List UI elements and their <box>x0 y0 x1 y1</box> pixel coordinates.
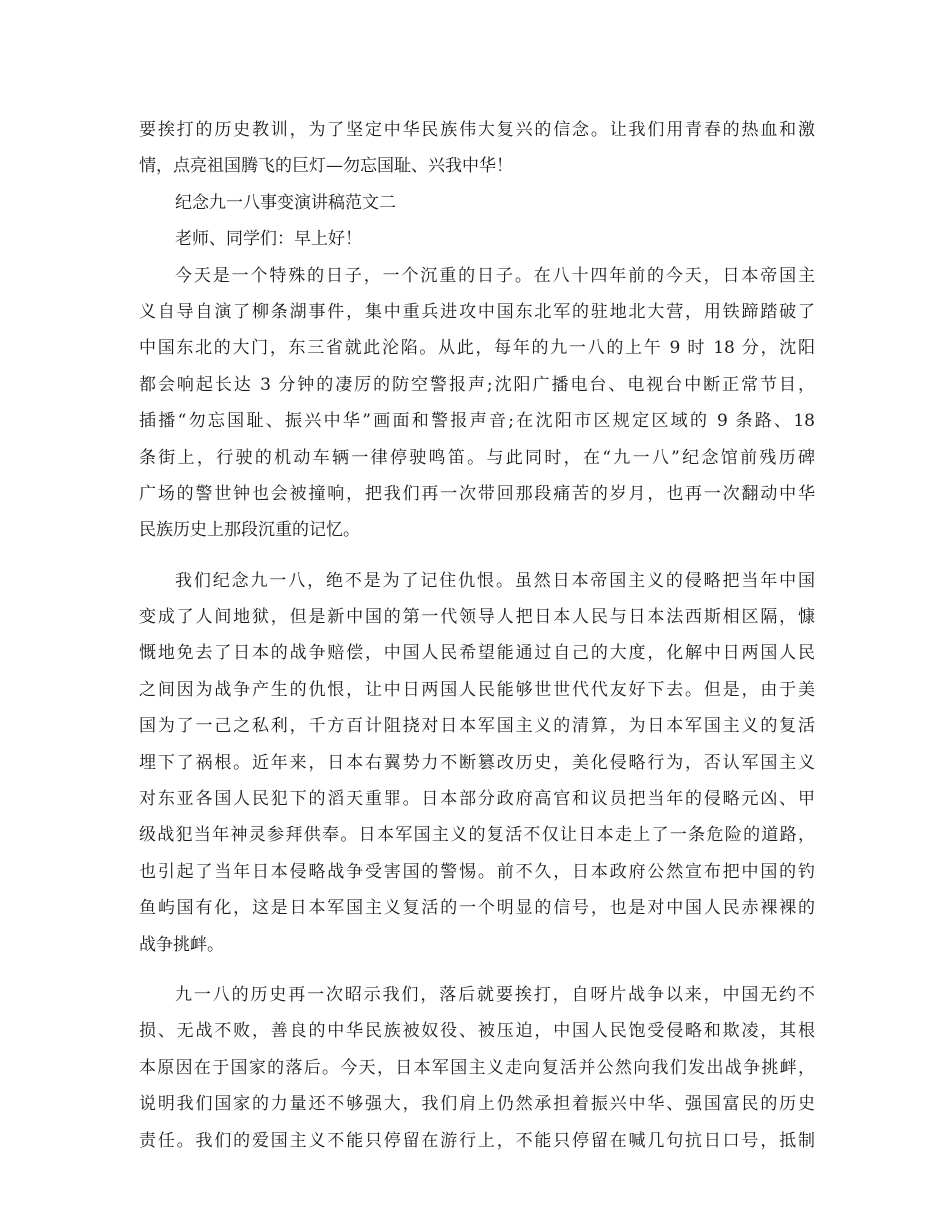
text-line: 要挨打的历史教训，为了坚定中华民族伟大复兴的信念。让我们用青春的热血和激 <box>139 120 815 140</box>
text-line: 战争挑衅。 <box>139 934 224 955</box>
text-line: 鱼屿国有化，这是日本军国主义复活的一个明显的信号，也是对中国人民赤裸裸的 <box>139 898 815 919</box>
text-line: 九一八的历史再一次昭示我们，落后就要挨打，自呀片战争以来，中国无约不 <box>175 984 815 1005</box>
text-line: 埋下了祸根。近年来，日本右翼势力不断篡改历史，美化侵略行为，否认军国主义 <box>139 752 815 773</box>
text-line: 我们纪念九一八，绝不是为了记住仇恨。虽然日本帝国主义的侵略把当年中国 <box>175 570 815 591</box>
text-line: 纪念九一八事变演讲稿范文二 <box>175 192 396 213</box>
text-line: 今天是一个特殊的日子，一个沉重的日子。在八十四年前的今天，日本帝国主 <box>175 265 815 286</box>
text-line: 情，点亮祖国腾飞的巨灯—勿忘国耻、兴我中华！ <box>139 156 513 177</box>
text-line: 责任。我们的爱国主义不能只停留在游行上，不能只停留在喊几句抗日口号，抵制 <box>139 1130 815 1151</box>
text-line: 插播“勿忘国耻、振兴中华”画面和警报声音;在沈阳市区规定区域的 9 条路、18 <box>139 411 815 432</box>
document-page <box>139 112 815 1159</box>
text-line: 都会响起长达 3 分钟的凄厉的防空警报声;沈阳广播电台、电视台中断正常节目， <box>139 374 815 395</box>
text-line: 级战犯当年神灵参拜供奉。日本军国主义的复活不仅让日本走上了一条危险的道路， <box>139 825 815 846</box>
text-line: 国为了一己之私利，千方百计阻挠对日本军国主义的清算，为日本军国主义的复活 <box>139 716 815 737</box>
text-line: 也引起了当年日本侵略战争受害国的警惕。前不久，日本政府公然宣布把中国的钓 <box>139 861 815 882</box>
text-line: 广场的警世钟也会被撞响，把我们再一次带回那段痛苦的岁月，也再一次翻动中华 <box>139 483 815 504</box>
text-line: 说明我们国家的力量还不够强大，我们肩上仍然承担着振兴中华、强国富民的历史 <box>139 1094 815 1115</box>
text-line: 老师、同学们：早上好！ <box>175 229 362 250</box>
text-line: 慨地免去了日本的战争赔偿，中国人民希望能通过自己的大度，化解中日两国人民 <box>139 643 815 664</box>
text-line: 义自导自演了柳条湖事件，集中重兵进攻中国东北军的驻地北大营，用铁蹄踏破了 <box>139 301 815 322</box>
text-line: 中国东北的大门，东三省就此沦陷。从此，每年的九一八的上午 9 时 18 分，沈阳 <box>139 338 815 359</box>
text-line: 损、无战不败，善良的中华民族被奴役、被压迫，中国人民饱受侵略和欺凌，其根 <box>139 1021 815 1042</box>
text-line: 之间因为战争产生的仇恨，让中日两国人民能够世世代代友好下去。但是，由于美 <box>139 679 815 700</box>
text-line: 变成了人间地狱，但是新中国的第一代领导人把日本人民与日本法西斯相区隔，慷 <box>139 607 815 628</box>
text-line: 本原因在于国家的落后。今天，日本军国主义走向复活并公然向我们发出战争挑衅， <box>139 1057 815 1078</box>
text-line: 民族历史上那段沉重的记忆。 <box>139 520 360 541</box>
text-line: 条街上，行驶的机动车辆一律停驶鸣笛。与此同时，在“九一八”纪念馆前残历碑 <box>139 447 815 468</box>
text-line: 对东亚各国人民犯下的滔天重罪。日本部分政府高官和议员把当年的侵略元凶、甲 <box>139 789 815 810</box>
